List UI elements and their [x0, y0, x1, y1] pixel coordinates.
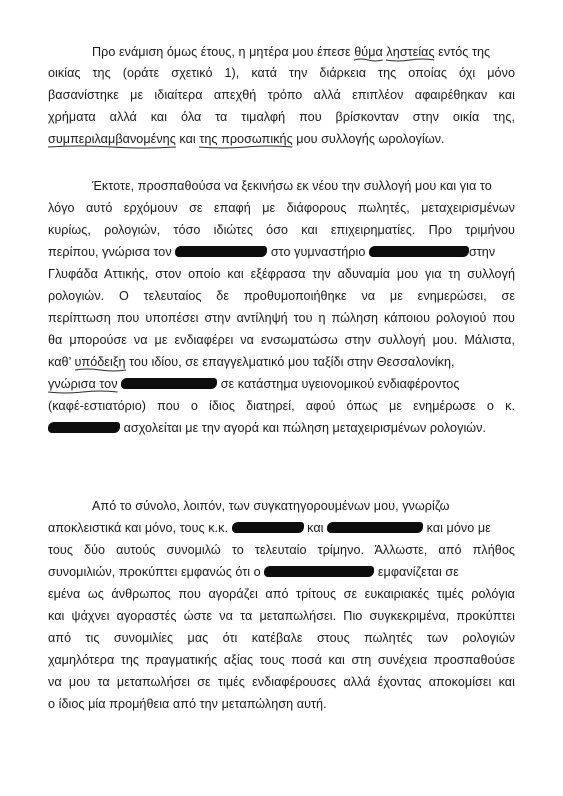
paragraph-line: από τις συνομιλίες μας ότι κατέβαλε στους πωλητές των ρολογιών [48, 631, 515, 645]
paragraph-line: Προ ενάμιση όμως έτους, η μητέρα μου έπεσε θύμα ληστείας εντός της [92, 45, 491, 59]
paragraph-line: Από το σύνολο, λοιπόν, των συγκατηγορουμένων μου, γνωρίζω [92, 499, 450, 513]
paragraph-line: συνομιλιών, προκύπτει εμφανώς ότι ο εμφανίζεται σε [48, 565, 459, 579]
paragraph-line: χρήματα αλλά και όλα τα τιμαλφή που βρίσκονταν στην οικία της, [48, 110, 515, 124]
redaction-mark [121, 378, 217, 389]
paragraph-line: λόγο αυτό ερχόμουν σε επαφή με διάφορους πωλητές, μεταχειρισμένων [48, 201, 515, 215]
redaction-mark [327, 522, 423, 533]
redaction-mark [232, 522, 304, 533]
paragraph-line: γνώρισα τον σε κατάστημα υγειονομικού ενδιαφέροντος [48, 377, 460, 391]
redaction-mark [369, 246, 469, 257]
paragraph-line: Έκτοτε, προσπαθούσα να ξεκινήσω εκ νέου την συλλογή μου και για το [92, 179, 492, 193]
paragraph-line: να μου τα μεταπωλήσει σε τιμές ενδιαφέρουσες αλλά έχοντας αποκομίσει και [48, 675, 515, 689]
handwritten-underline: συμπεριλαμβανομένης [48, 132, 176, 146]
paragraph-line: τους δύο αυτούς συνομιλώ το τελευταίο τρίμηνο. Άλλωστε, από πλήθος [48, 543, 515, 557]
paragraph-line: Γλυφάδα Αττικής, στον οποίο και εξέφρασα την αδυναμία μου για τη συλλογή [48, 267, 515, 281]
paragraph-line: περίπτωση που υποπέσει στην αντίληψή του η πώληση κάποιου ρολογιού που [48, 311, 515, 325]
handwritten-underline: υπόδειξη [74, 355, 126, 369]
paragraph-line: οικίας της (οράτε σχετικό 1), κατά την διάρκεια της οποίας όχι μόνο [48, 66, 515, 80]
paragraph-line: ασχολείται με την αγορά και πώληση μεταχειρισμένων ρολογιών. [48, 420, 486, 436]
handwritten-underline: ληστείας [386, 45, 435, 59]
paragraph-line: κυρίως, ρολογιών, τόσο ιδιώτες όσο και επιχειρηματίες. Προ τριμήνου [48, 223, 515, 237]
redaction-mark [175, 246, 267, 257]
redaction-mark [48, 422, 120, 433]
paragraph-line: αποκλειστικά και μόνο, τους κ.κ. και και μόνο με [48, 521, 491, 535]
handwritten-underline: θύμα [354, 45, 383, 59]
paragraph-line: (καφέ-εστιατόριο) που ο ίδιος διατηρεί, αφού όπως με ενημέρωσε ο κ. [48, 399, 515, 413]
paragraph-line: ρολογιών. Ο τελευταίος δε προθυμοποιήθηκε να με ενημερώσει, σε [48, 289, 515, 303]
redaction-mark [264, 566, 374, 577]
paragraph-line: χαμηλότερα της πραγματικής αξίας τους ποσά και στη συνέχεια προσπαθούσε [48, 653, 515, 667]
handwritten-underline: της προσωπικής [199, 132, 293, 146]
paragraph-line: ο ίδιος μία προμήθεια από την μεταπώληση αυτή. [48, 697, 327, 711]
paragraph-line: καθ’ υπόδειξη του ιδίου, σε επαγγελματικό μου ταξίδι στην Θεσσαλονίκη, [48, 355, 455, 369]
paragraph-line: εμένα ως άνθρωπος που αγοράζει από τρίτους σε ευκαιριακές τιμές ρολόγια [48, 587, 515, 601]
paragraph-line: περίπου, γνώρισα τον στο γυμναστήριο στην [48, 245, 496, 259]
paragraph-line: και ψάχνει αγοραστές ώστε να τα μεταπωλήσει. Πιο συγκεκριμένα, προκύπτει [48, 609, 515, 623]
handwritten-underline: γνώρισα τον [48, 377, 118, 391]
paragraph-line: θα μπορούσε να με ενδιαφέρει να ενσωματώσω στην συλλογή μου. Μάλιστα, [48, 333, 515, 347]
paragraph-line: συμπεριλαμβανομένης και της προσωπικής μου συλλογής ωρολογίων. [48, 132, 445, 146]
paragraph-line: βασανίστηκε με ιδιαίτερα απεχθή τρόπο αλλά επιπλέον αφαιρέθηκαν και [48, 88, 515, 102]
